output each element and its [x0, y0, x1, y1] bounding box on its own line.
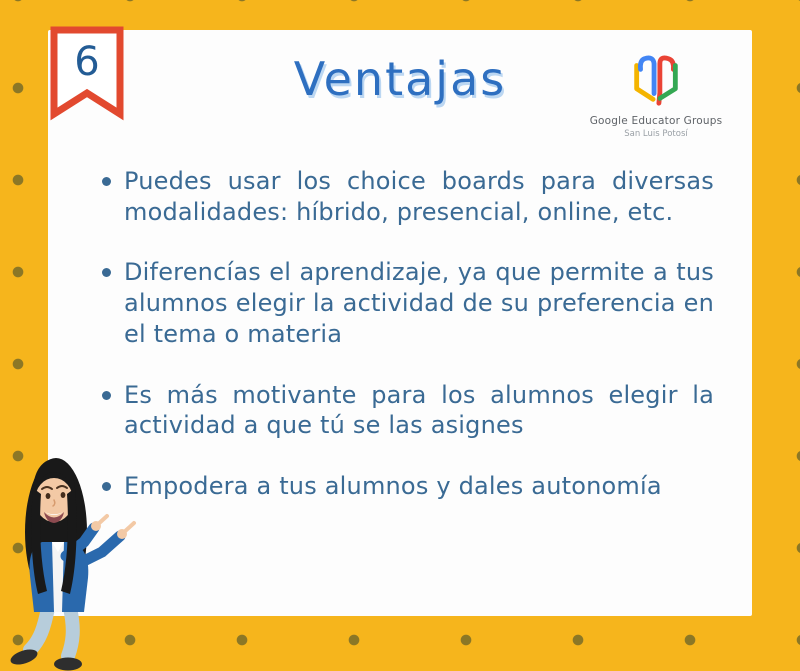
geg-logo	[576, 50, 736, 139]
slide-title: Ventajas	[293, 52, 507, 106]
bullet-item: Puedes usar los choice boards para diversas modalidades: híbrido, presencial, online, etc.	[100, 166, 714, 227]
bullet-item: Empodera a tus alumnos y dales autonomía	[100, 471, 714, 502]
bullet-list	[100, 166, 714, 532]
bullet-item: Es más motivante para los alumnos elegir la actividad a que tú se las asignes	[100, 380, 714, 441]
logo-org-name: Google Educator Groups	[589, 115, 723, 127]
open-book-icon	[627, 50, 685, 110]
page-number-ribbon	[50, 26, 124, 122]
presenter-avatar	[2, 444, 144, 671]
bullet-item: Diferencías el aprendizaje, ya que permite a tus alumnos elegir la actividad de su preferencia en el tema o materia	[100, 257, 714, 349]
logo-chapter-name: San Luis Potosí	[624, 129, 688, 139]
slide-card	[48, 30, 752, 616]
page-number: 6	[74, 39, 100, 85]
